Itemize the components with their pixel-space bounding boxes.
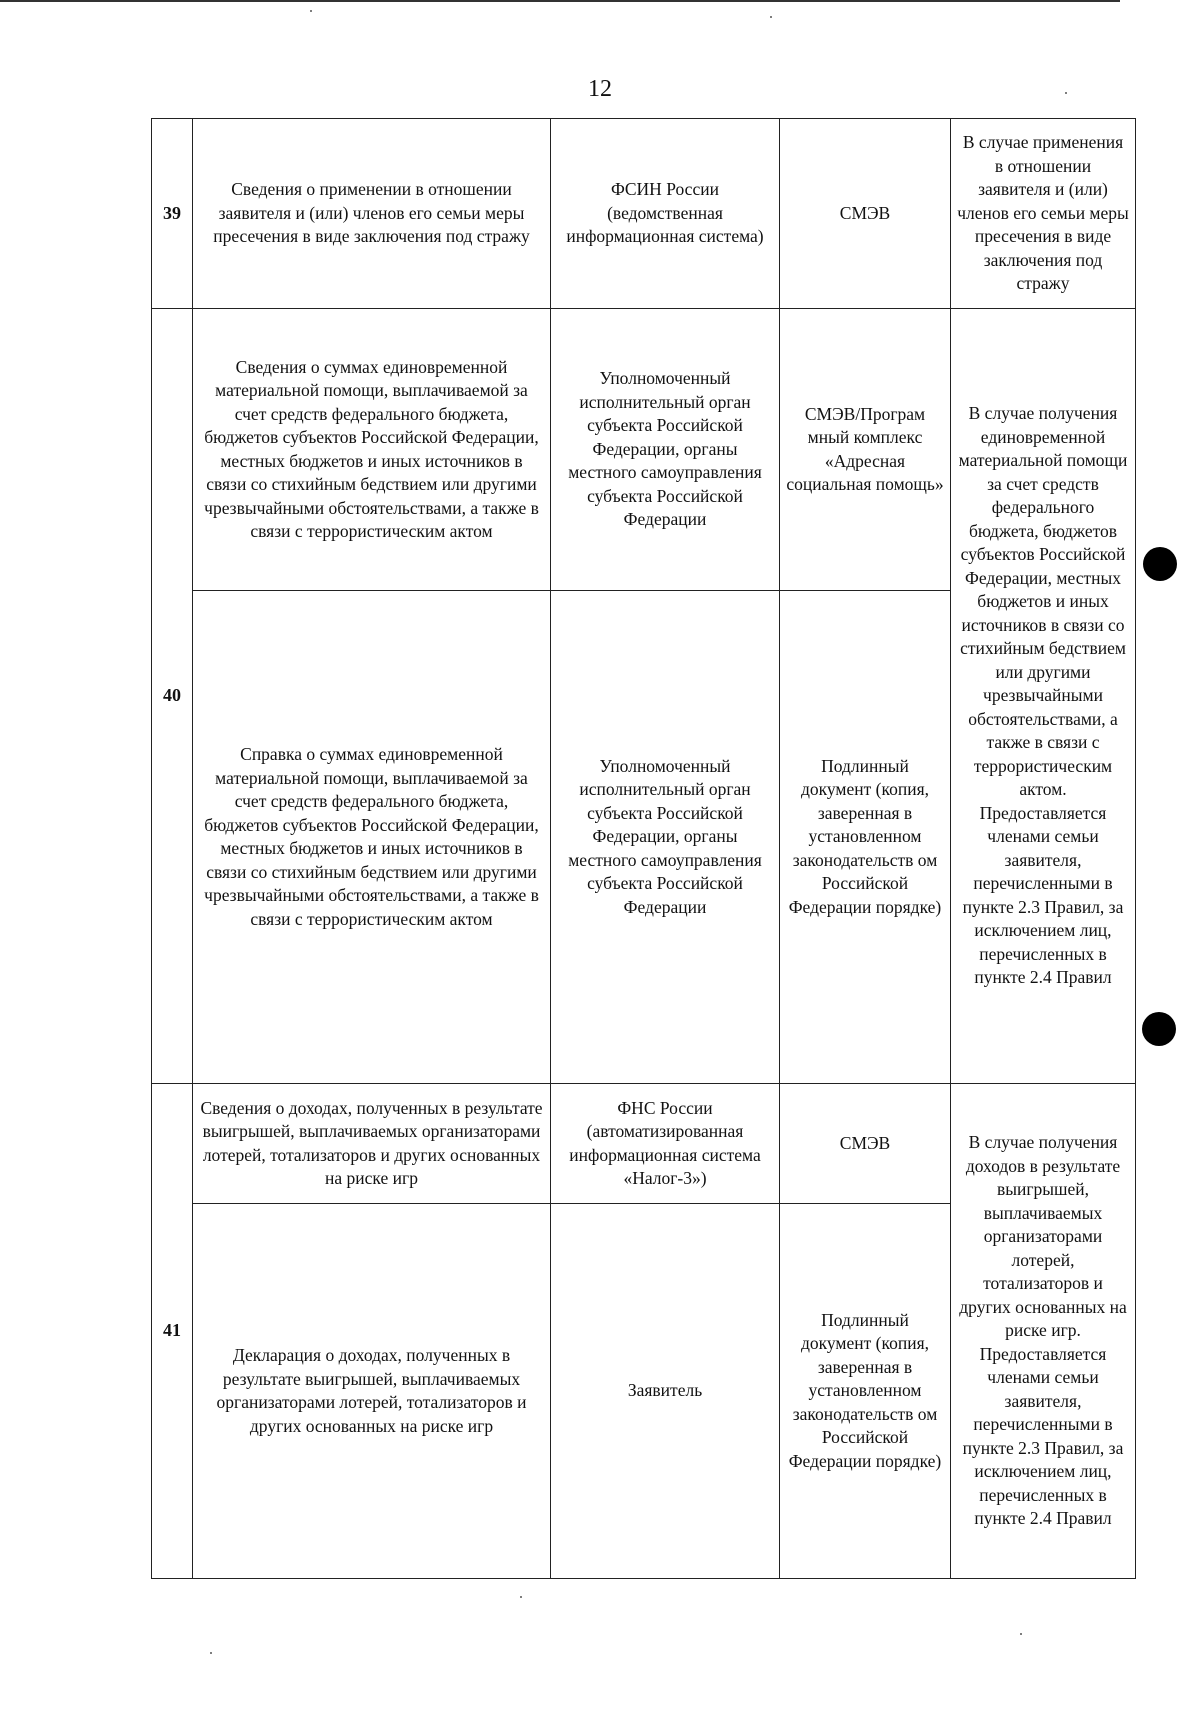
page-top-border bbox=[0, 0, 1120, 2]
scan-speck bbox=[1020, 1633, 1022, 1635]
document-name-cell: Справка о суммах единовременной материальной помощи, выплачиваемой за счет средств федерального бюджета, бюджетов субъектов Российской Федерации, местных бюджетов и иных источников в связи со стихийным бедствием или другими чрезвычайными обстоятельствами, а также в связи с террористическим актом bbox=[193, 591, 551, 1084]
scan-speck bbox=[310, 10, 312, 12]
method-cell: СМЭВ/Програм мный комплекс «Адресная социальная помощь» bbox=[780, 309, 951, 591]
table-row-40a bbox=[152, 309, 1136, 591]
table-row-41a bbox=[152, 1084, 1136, 1204]
method-cell: СМЭВ bbox=[780, 119, 951, 309]
scan-speck bbox=[770, 16, 772, 18]
source-cell: ФСИН России (ведомственная информационная система) bbox=[551, 119, 780, 309]
condition-cell: В случае получения доходов в результате выигрышей, выплачиваемых организаторами лотерей, тотализаторов и других основанных на риске игр. Предоставляется членами семьи заявителя, перечисленными в пункте 2.3 Правил, за исключением лиц, перечисленных в пункте 2.4 Правил bbox=[951, 1084, 1136, 1579]
method-cell: СМЭВ bbox=[780, 1084, 951, 1204]
source-cell: Уполномоченный исполнительный орган субъекта Российской Федерации, органы местного самоуправления субъекта Российской Федерации bbox=[551, 309, 780, 591]
document-name-cell: Сведения о доходах, полученных в результате выигрышей, выплачиваемых организаторами лотерей, тотализаторов и других основанных на риске игр bbox=[193, 1084, 551, 1204]
row-number: 39 bbox=[152, 119, 193, 309]
punch-hole-mark bbox=[1143, 547, 1177, 581]
scan-speck bbox=[520, 1596, 522, 1598]
scan-speck bbox=[210, 1652, 212, 1654]
document-name-cell: Сведения о применении в отношении заявителя и (или) членов его семьи меры пресечения в виде заключения под стражу bbox=[193, 119, 551, 309]
scan-speck bbox=[1065, 92, 1067, 94]
row-number: 40 bbox=[152, 309, 193, 1084]
document-name-cell: Сведения о суммах единовременной материальной помощи, выплачиваемой за счет средств федерального бюджета, бюджетов субъектов Российской Федерации, местных бюджетов и иных источников в связи со стихийным бедствием или другими чрезвычайными обстоятельствами, а также в связи с террористическим актом bbox=[193, 309, 551, 591]
table-row-39 bbox=[152, 119, 1136, 309]
method-cell: Подлинный документ (копия, заверенная в установленном законодательств ом Российской Федерации порядке) bbox=[780, 591, 951, 1084]
source-cell: ФНС России (автоматизированная информационная система «Налог-3») bbox=[551, 1084, 780, 1204]
source-cell: Уполномоченный исполнительный орган субъекта Российской Федерации, органы местного самоуправления субъекта Российской Федерации bbox=[551, 591, 780, 1084]
page-number: 12 bbox=[588, 76, 612, 102]
documents-table bbox=[151, 118, 1136, 1579]
row-number: 41 bbox=[152, 1084, 193, 1579]
punch-hole-mark bbox=[1142, 1012, 1176, 1046]
document-name-cell: Декларация о доходах, полученных в результате выигрышей, выплачиваемых организаторами лотерей, тотализаторов и других основанных на риске игр bbox=[193, 1204, 551, 1579]
condition-cell: В случае получения единовременной материальной помощи за счет средств федерального бюджета, бюджетов субъектов Российской Федерации, местных бюджетов и иных источников в связи со стихийным бедствием или другими чрезвычайными обстоятельствами, а также в связи с террористическим актом. Предоставляется членами семьи заявителя, перечисленными в пункте 2.3 Правил, за исключением лиц, перечисленных в пункте 2.4 Правил bbox=[951, 309, 1136, 1084]
condition-cell: В случае применения в отношении заявителя и (или) членов его семьи меры пресечения в виде заключения под стражу bbox=[951, 119, 1136, 309]
source-cell: Заявитель bbox=[551, 1204, 780, 1579]
method-cell: Подлинный документ (копия, заверенная в установленном законодательств ом Российской Федерации порядке) bbox=[780, 1204, 951, 1579]
